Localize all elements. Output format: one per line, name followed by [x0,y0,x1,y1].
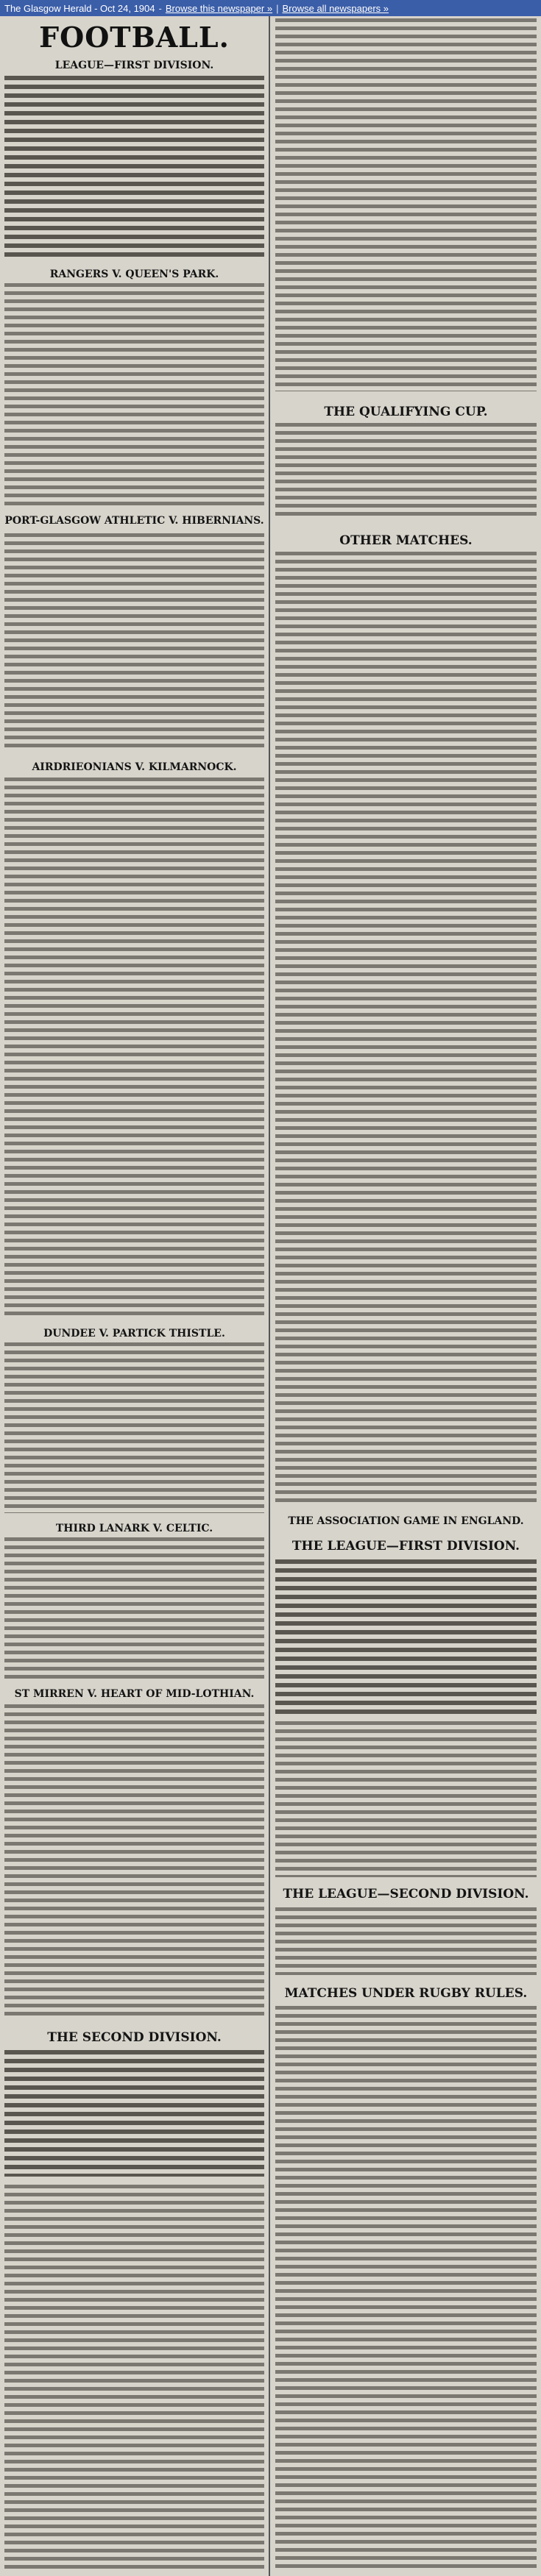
english-league-first-division-section [275,1533,537,1556]
article-text-lines [4,1702,264,2018]
st-mirren-hearts-section [4,1682,264,1703]
article-body [4,281,264,505]
newspaper-page [0,16,541,2576]
article-heading: RANGERS V. QUEEN'S PARK. [49,268,219,280]
table-rows [275,1557,537,1715]
right-column [271,16,541,2576]
airdrieonians-kilmarnock-section [4,755,264,776]
league-table-rows [4,74,264,257]
english-league-second-division-section [275,1881,537,1904]
article-body [275,549,537,1506]
article-heading: THE ASSOCIATION GAME IN ENGLAND. [288,1515,524,1527]
article-text-lines [275,549,537,1506]
results-list [275,1905,537,1975]
article-heading: OTHER MATCHES. [339,533,473,548]
article-text-lines [4,775,264,1318]
english-first-division-table [275,1557,537,1715]
article-body [4,2182,264,2572]
article-heading: THIRD LANARK V. CELTIC. [55,1523,213,1534]
second-division-table [4,2048,264,2177]
article-heading: THE SECOND DIVISION. [47,2030,222,2045]
article-body [4,775,264,1318]
browse-all-newspapers-link[interactable]: Browse all newspapers » [282,2,389,14]
qualifying-cup-section [275,399,537,422]
previous-article-text [275,16,537,391]
league-table [4,74,264,257]
article-heading: DUNDEE V. PARTICK THISTLE. [43,1328,225,1339]
other-matches-section [275,527,537,551]
separator: - [158,2,162,14]
article-text-lines [275,2004,537,2570]
league-first-division-heading: LEAGUE—FIRST DIVISION. [54,60,214,71]
article-heading: THE LEAGUE—SECOND DIVISION. [283,1887,529,1901]
article-text-lines [4,531,264,752]
newspaper-source-label: The Glasgow Herald - Oct 24, 1904 [4,2,155,14]
article-heading: THE QUALIFYING CUP. [324,405,488,419]
article-heading: PORT-GLASGOW ATHLETIC V. HIBERNIANS. [4,515,264,527]
rugby-rules-section [275,1980,537,2004]
article-heading: MATCHES UNDER RUGBY RULES. [284,1986,528,2001]
article-text-lines [4,1340,264,1513]
browse-this-newspaper-link[interactable]: Browse this newspaper » [165,2,273,14]
results-list [275,1719,537,1877]
article-body [275,2004,537,2570]
third-lanark-celtic-section [4,1517,264,1537]
article-body [4,531,264,752]
association-game-england-section [275,1509,537,1530]
article-text-lines [4,2182,264,2572]
article-text-lines [275,1905,537,1975]
article-text-lines [275,16,537,391]
football-masthead: FOOTBALL. [39,21,230,54]
rangers-queens-park-section [4,263,264,283]
article-heading: AIRDRIEONIANS V. KILMARNOCK. [32,761,237,773]
article-text-lines [275,1719,537,1877]
article-text-lines [4,1535,264,1679]
article-text-lines [4,281,264,505]
dundee-partick-section [4,1322,264,1342]
table-rows [4,2048,264,2177]
article-text-lines [275,421,537,516]
second-division-section [4,2024,264,2048]
article-body [4,1535,264,1679]
separator: | [276,2,279,14]
article-heading: ST MIRREN V. HEART OF MID-LOTHIAN. [14,1688,255,1700]
article-body [4,1702,264,2018]
article-body [4,1340,264,1513]
port-glasgow-hibernians-section [4,509,264,530]
article-heading: THE LEAGUE—FIRST DIVISION. [291,1539,520,1554]
browser-toolbar [0,0,541,16]
article-body [275,421,537,516]
left-column [0,16,270,2576]
